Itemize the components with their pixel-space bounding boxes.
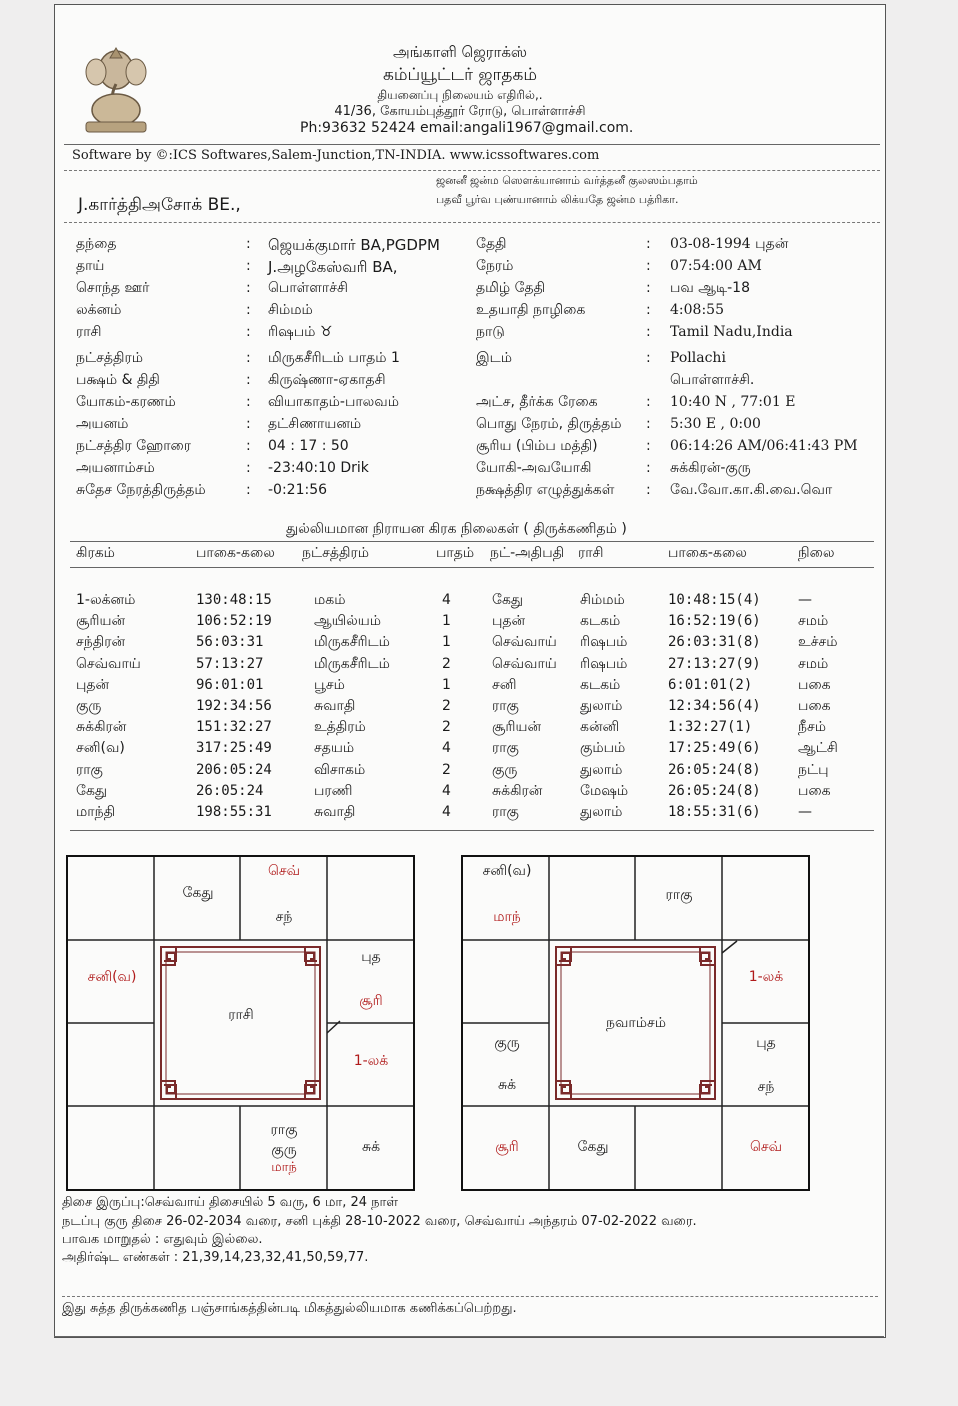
cell-nakshatra: உத்திரம் xyxy=(314,719,366,736)
cell-padam: 2 xyxy=(442,698,451,714)
cell-nakshatra-lord: செவ்வாய் xyxy=(492,634,557,651)
detail-value: பொள்ளாச்சி xyxy=(268,280,348,296)
column-header: பாகை-கலை xyxy=(668,545,747,561)
accuracy-note: இது சுத்த திருக்கணித பஞ்சாங்கத்தின்படி மிகத்துல்லியமாக கணிக்கப்பெற்றது. xyxy=(62,1301,517,1316)
divider xyxy=(62,1296,878,1297)
cell-nakshatra: ஆயில்யம் xyxy=(314,613,381,630)
cell-nakshatra: பூசம் xyxy=(314,676,345,693)
cell-padam: 2 xyxy=(442,761,451,778)
cell-rasi-degree: 26:05:24(8) xyxy=(668,782,761,799)
dasa-balance: திசை இருப்பு:செவ்வாய் திசையில் 5 வரு, 6 மா, 24 நாள் xyxy=(62,1195,399,1210)
detail-label: லக்னம் xyxy=(76,302,122,318)
detail-value: மிருகசீரிடம் பாதம் 1 xyxy=(268,350,400,366)
cell-nakshatra: மகம் xyxy=(314,592,346,608)
cell-rasi-degree: 26:03:31(8) xyxy=(668,634,761,651)
cell-nakshatra: மிருகசீரிடம் xyxy=(314,655,390,672)
software-credit: Software by ©:ICS Softwares,Salem-Junction,TN-INDIA. www.icssoftwares.com xyxy=(72,148,600,163)
navamsa-sani: சனி(வ) xyxy=(482,863,532,879)
rasi-sev: செவ் xyxy=(267,863,301,879)
detail-value: -23:40:10 Drik xyxy=(268,460,369,476)
cell-dignity: சமம் xyxy=(798,613,829,630)
cell-dignity: — xyxy=(798,592,812,608)
cell-nakshatra-lord: ராகு xyxy=(492,698,519,714)
detail-colon: : xyxy=(646,350,651,366)
cell-padam: 4 xyxy=(442,592,451,608)
divider xyxy=(70,830,874,831)
detail-label: அயனம் xyxy=(76,416,129,432)
detail-label: சொந்த ஊர் xyxy=(76,280,150,296)
detail-value: வே.வோ.கா.கி.வை.வொ xyxy=(670,482,833,498)
cell-planet-name: சனி(வ) xyxy=(76,740,125,757)
rasi-budha: புத xyxy=(361,949,381,965)
ganesha-logo-icon xyxy=(76,40,156,136)
detail-colon: : xyxy=(646,258,651,274)
detail-colon: : xyxy=(246,438,251,454)
detail-colon: : xyxy=(246,236,251,252)
cell-longitude: 106:52:19 xyxy=(196,613,272,630)
cell-rasi: கன்னி xyxy=(580,719,620,736)
navamsa-suri: சூரி xyxy=(495,1139,519,1155)
cell-planet-name: சூரியன் xyxy=(76,613,126,630)
detail-label: இடம் xyxy=(476,350,513,366)
detail-value: தட்சிணாயனம் xyxy=(268,416,362,432)
detail-colon: : xyxy=(246,372,251,388)
detail-value: J.அழகேஸ்வரி BA, xyxy=(268,258,398,276)
detail-label: யோகம்-கரணம் xyxy=(76,394,176,410)
cell-planet-name: சுக்கிரன் xyxy=(76,719,127,736)
cell-padam: 1 xyxy=(442,676,451,693)
cell-rasi: கடகம் xyxy=(580,613,621,630)
divider xyxy=(70,567,874,568)
rasi-raghu: ராகு xyxy=(270,1122,298,1138)
cell-nakshatra-lord: ராகு xyxy=(492,804,519,820)
cell-rasi-degree: 16:52:19(6) xyxy=(668,613,761,630)
rasi-center-label: ராசி xyxy=(228,1007,254,1023)
detail-value: 06:14:26 AM/06:41:43 PM xyxy=(670,438,858,454)
divider xyxy=(64,222,880,223)
bhava-change: பாவக மாறுதல் : எதுவும் இல்லை. xyxy=(62,1232,263,1247)
column-header: நட்-அதிபதி xyxy=(490,545,565,561)
navamsa-budha: புத xyxy=(756,1035,776,1051)
cell-dignity: உச்சம் xyxy=(798,634,838,651)
detail-value: Tamil Nadu,India xyxy=(670,324,793,340)
cell-padam: 2 xyxy=(442,719,451,736)
detail-colon: : xyxy=(246,350,251,366)
cell-longitude: 57:13:27 xyxy=(196,655,264,672)
cell-longitude: 192:34:56 xyxy=(196,698,272,714)
detail-label: தமிழ் தேதி xyxy=(476,280,546,296)
cell-rasi: ரிஷபம் xyxy=(580,634,628,651)
detail-label: உதயாதி நாழிகை xyxy=(476,302,586,318)
divider xyxy=(70,541,874,542)
rasi-maan: மாந் xyxy=(271,1160,297,1175)
cell-longitude: 206:05:24 xyxy=(196,761,272,778)
cell-nakshatra-lord: கேது xyxy=(492,592,524,608)
detail-colon: : xyxy=(246,324,251,340)
cell-longitude: 56:03:31 xyxy=(196,634,264,651)
cell-nakshatra: விசாகம் xyxy=(314,761,366,778)
cell-rasi-degree: 27:13:27(9) xyxy=(668,655,761,672)
cell-nakshatra: மிருகசீரிடம் xyxy=(314,634,390,651)
cell-rasi: துலாம் xyxy=(580,761,623,778)
address-line2: 41/36, கோயம்புத்தூர் ரோடு, பொள்ளாச்சி xyxy=(334,104,586,119)
cell-dignity: சமம் xyxy=(798,655,829,672)
cell-dignity: பகை xyxy=(798,782,831,799)
detail-label: பக்ஷம் & திதி xyxy=(76,372,160,388)
detail-value: 07:54:00 AM xyxy=(670,258,762,274)
detail-value: 5:30 E , 0:00 xyxy=(670,416,761,432)
detail-colon: : xyxy=(246,394,251,410)
cell-dignity: — xyxy=(798,804,812,820)
cell-rasi-degree: 17:25:49(6) xyxy=(668,740,761,757)
cell-nakshatra: சுவாதி xyxy=(314,804,356,820)
detail-label: அட்ச, தீர்க்க ரேகை xyxy=(476,394,598,410)
cell-planet-name: மாந்தி xyxy=(76,804,116,820)
detail-colon: : xyxy=(646,280,651,296)
cell-planet-name: புதன் xyxy=(76,676,110,693)
cell-nakshatra-lord: செவ்வாய் xyxy=(492,655,557,672)
detail-value: கிருஷ்ணா-ஏகாதசி xyxy=(268,372,386,388)
shop-name: அங்காளி ஜெராக்ஸ் xyxy=(392,43,528,61)
detail-label: சுதேச நேரத்திருத்தம் xyxy=(76,482,206,498)
column-header: நட்சத்திரம் xyxy=(302,545,369,561)
cell-rasi-degree: 6:01:01(2) xyxy=(668,676,753,693)
cell-planet-name: ராகு xyxy=(76,761,103,778)
cell-rasi-degree: 10:48:15(4) xyxy=(668,592,761,608)
divider xyxy=(64,170,880,171)
cell-longitude: 96:01:01 xyxy=(196,676,264,693)
cell-nakshatra-lord: சனி xyxy=(492,676,517,693)
cell-rasi-degree: 1:32:27(1) xyxy=(668,719,753,736)
document-title: கம்ப்யூட்டர் ஜாதகம் xyxy=(382,65,538,85)
cell-planet-name: 1-லக்னம் xyxy=(76,592,136,608)
detail-colon: : xyxy=(646,236,651,252)
cell-rasi-degree: 26:05:24(8) xyxy=(668,761,761,778)
navamsa-kethu: கேது xyxy=(577,1139,609,1155)
cell-dignity: பகை xyxy=(798,676,831,693)
navamsa-san: சந் xyxy=(757,1079,775,1095)
divider xyxy=(54,1336,884,1337)
cell-longitude: 130:48:15 xyxy=(196,592,272,608)
detail-value: சுக்கிரன்-குரு xyxy=(670,460,751,476)
cell-nakshatra: பரணி xyxy=(314,782,353,799)
rasi-chart xyxy=(66,855,415,1191)
cell-rasi: துலாம் xyxy=(580,804,623,820)
detail-label: நட்சத்திரம் xyxy=(76,350,143,366)
detail-label: தேதி xyxy=(476,236,507,252)
cell-nakshatra: சுவாதி xyxy=(314,698,356,714)
detail-value: சிம்மம் xyxy=(268,302,313,318)
address-line1: தியனைப்பு நிலையம் எதிரில்,. xyxy=(377,88,543,102)
rasi-suk: சுக் xyxy=(361,1139,381,1155)
detail-value: 4:08:55 xyxy=(670,302,724,318)
cell-padam: 1 xyxy=(442,634,451,651)
sanskrit-verse-2: பதவீ பூர்வ புண்யானாம் லிக்யதே ஜன்ம பத்ரிகா. xyxy=(436,193,679,206)
cell-padam: 4 xyxy=(442,740,451,757)
detail-label: நட்சத்திர ஹோரை xyxy=(76,438,192,454)
cell-planet-name: கேது xyxy=(76,782,108,799)
detail-colon: : xyxy=(646,324,651,340)
navamsa-suk: சுக் xyxy=(497,1077,517,1093)
detail-colon: : xyxy=(246,460,251,476)
cell-rasi: கடகம் xyxy=(580,676,621,693)
column-header: ராசி xyxy=(578,545,604,561)
detail-value: ரிஷபம் ♉ xyxy=(268,324,333,340)
cell-nakshatra-lord: சூரியன் xyxy=(492,719,542,736)
detail-value: பவ ஆடி-18 xyxy=(670,280,750,296)
rasi-sani: சனி(வ) xyxy=(87,969,137,985)
navamsa-raghu: ராகு xyxy=(665,887,693,903)
cell-planet-name: குரு xyxy=(76,698,102,714)
table-title: துல்லியமான நிராயன கிரக நிலைகள் ( திருக்கணிதம் ) xyxy=(286,521,627,537)
detail-colon: : xyxy=(646,416,651,432)
detail-label: யோகி-அவயோகி xyxy=(476,460,592,476)
detail-value: ஜெயக்குமார் BA,PGDPM xyxy=(268,236,440,254)
cell-rasi: மேஷம் xyxy=(580,782,629,799)
cell-rasi: ரிஷபம் xyxy=(580,655,628,672)
detail-value: -0:21:56 xyxy=(268,482,328,498)
cell-padam: 2 xyxy=(442,655,451,672)
detail-colon: : xyxy=(646,438,651,454)
detail-label: நாடு xyxy=(476,324,505,340)
lucky-numbers: அதிர்ஷ்ட எண்கள் : 21,39,14,23,32,41,50,59,77. xyxy=(62,1250,369,1265)
cell-padam: 1 xyxy=(442,613,451,630)
detail-value: வியாகாதம்-பாலவம் xyxy=(268,394,399,410)
rasi-suri: சூரி xyxy=(359,993,383,1009)
cell-planet-name: செவ்வாய் xyxy=(76,655,141,672)
cell-dignity: ஆட்சி xyxy=(798,740,838,757)
detail-colon: : xyxy=(646,460,651,476)
cell-rasi-degree: 18:55:31(6) xyxy=(668,804,761,820)
rasi-lagna: 1-லக் xyxy=(353,1053,389,1069)
detail-colon: : xyxy=(646,394,651,410)
detail-colon: : xyxy=(246,302,251,318)
detail-value: 03-08-1994 புதன் xyxy=(670,236,789,252)
column-header: கிரகம் xyxy=(76,545,115,561)
cell-nakshatra-lord: புதன் xyxy=(492,613,526,630)
divider xyxy=(64,144,880,145)
cell-longitude: 26:05:24 xyxy=(196,782,264,799)
cell-dignity: நீசம் xyxy=(798,719,826,736)
cell-dignity: நட்பு xyxy=(798,761,829,778)
cell-rasi: சிம்மம் xyxy=(580,592,625,608)
navamsa-maan: மாந் xyxy=(493,909,521,925)
cell-padam: 4 xyxy=(442,782,451,799)
detail-label: சூரிய (பிம்ப மத்தி) xyxy=(476,438,598,454)
cell-longitude: 151:32:27 xyxy=(196,719,272,736)
detail-colon: : xyxy=(246,258,251,274)
rasi-kethu: கேது xyxy=(182,885,214,901)
navamsa-sev: செவ் xyxy=(749,1139,783,1155)
detail-value: பொள்ளாச்சி. xyxy=(670,372,755,388)
contact-line: Ph:93632 52424 email:angali1967@gmail.com. xyxy=(300,120,634,136)
detail-label: நேரம் xyxy=(476,258,514,274)
detail-label: தந்தை xyxy=(76,236,117,252)
cell-rasi: துலாம் xyxy=(580,698,623,714)
cell-planet-name: சந்திரன் xyxy=(76,634,126,651)
sanskrit-verse-1: ஜனனீ ஜன்ம ஸௌக்யானாம் வர்த்தனீ குலஸம்பதாம் xyxy=(436,174,698,187)
column-header: பாகை-கலை xyxy=(196,545,275,561)
detail-value: 10:40 N , 77:01 E xyxy=(670,394,796,410)
detail-label: அயனாம்சம் xyxy=(76,460,155,476)
cell-nakshatra-lord: ராகு xyxy=(492,740,519,757)
detail-label: ராசி xyxy=(76,324,102,340)
navamsa-chart xyxy=(461,855,810,1191)
current-dasa: நடப்பு குரு திசை 26-02-2034 வரை, சனி புக்தி 28-10-2022 வரை, செவ்வாய் அந்தரம் 07-02-2022 வரை. xyxy=(62,1214,697,1229)
navamsa-lagna: 1-லக் xyxy=(748,969,784,985)
cell-dignity: பகை xyxy=(798,698,831,714)
cell-nakshatra: சதயம் xyxy=(314,740,355,757)
cell-longitude: 317:25:49 xyxy=(196,740,272,757)
detail-colon: : xyxy=(646,302,651,318)
cell-padam: 4 xyxy=(442,804,451,820)
column-header: நிலை xyxy=(798,545,835,561)
detail-label: பொது நேரம், திருத்தம் xyxy=(476,416,622,432)
detail-colon: : xyxy=(246,416,251,432)
detail-colon: : xyxy=(646,482,651,498)
detail-colon: : xyxy=(246,482,251,498)
detail-value: Pollachi xyxy=(670,350,726,366)
detail-colon: : xyxy=(246,280,251,296)
detail-label: தாய் xyxy=(76,258,105,274)
rasi-san: சந் xyxy=(275,909,293,925)
cell-nakshatra-lord: குரு xyxy=(492,761,518,778)
cell-rasi: கும்பம் xyxy=(580,740,626,757)
column-header: பாதம் xyxy=(436,545,475,561)
navamsa-center-label: நவாம்சம் xyxy=(606,1015,666,1031)
detail-label: நக்ஷத்திர எழுத்துக்கள் xyxy=(476,482,615,498)
native-name: J.கார்த்திஅசோக் BE., xyxy=(78,195,241,215)
cell-nakshatra-lord: சுக்கிரன் xyxy=(492,782,543,799)
rasi-guru: குரு xyxy=(271,1142,297,1158)
cell-rasi-degree: 12:34:56(4) xyxy=(668,698,761,714)
cell-longitude: 198:55:31 xyxy=(196,804,272,820)
detail-value: 04 : 17 : 50 xyxy=(268,438,349,454)
navamsa-guru: குரு xyxy=(494,1035,520,1051)
